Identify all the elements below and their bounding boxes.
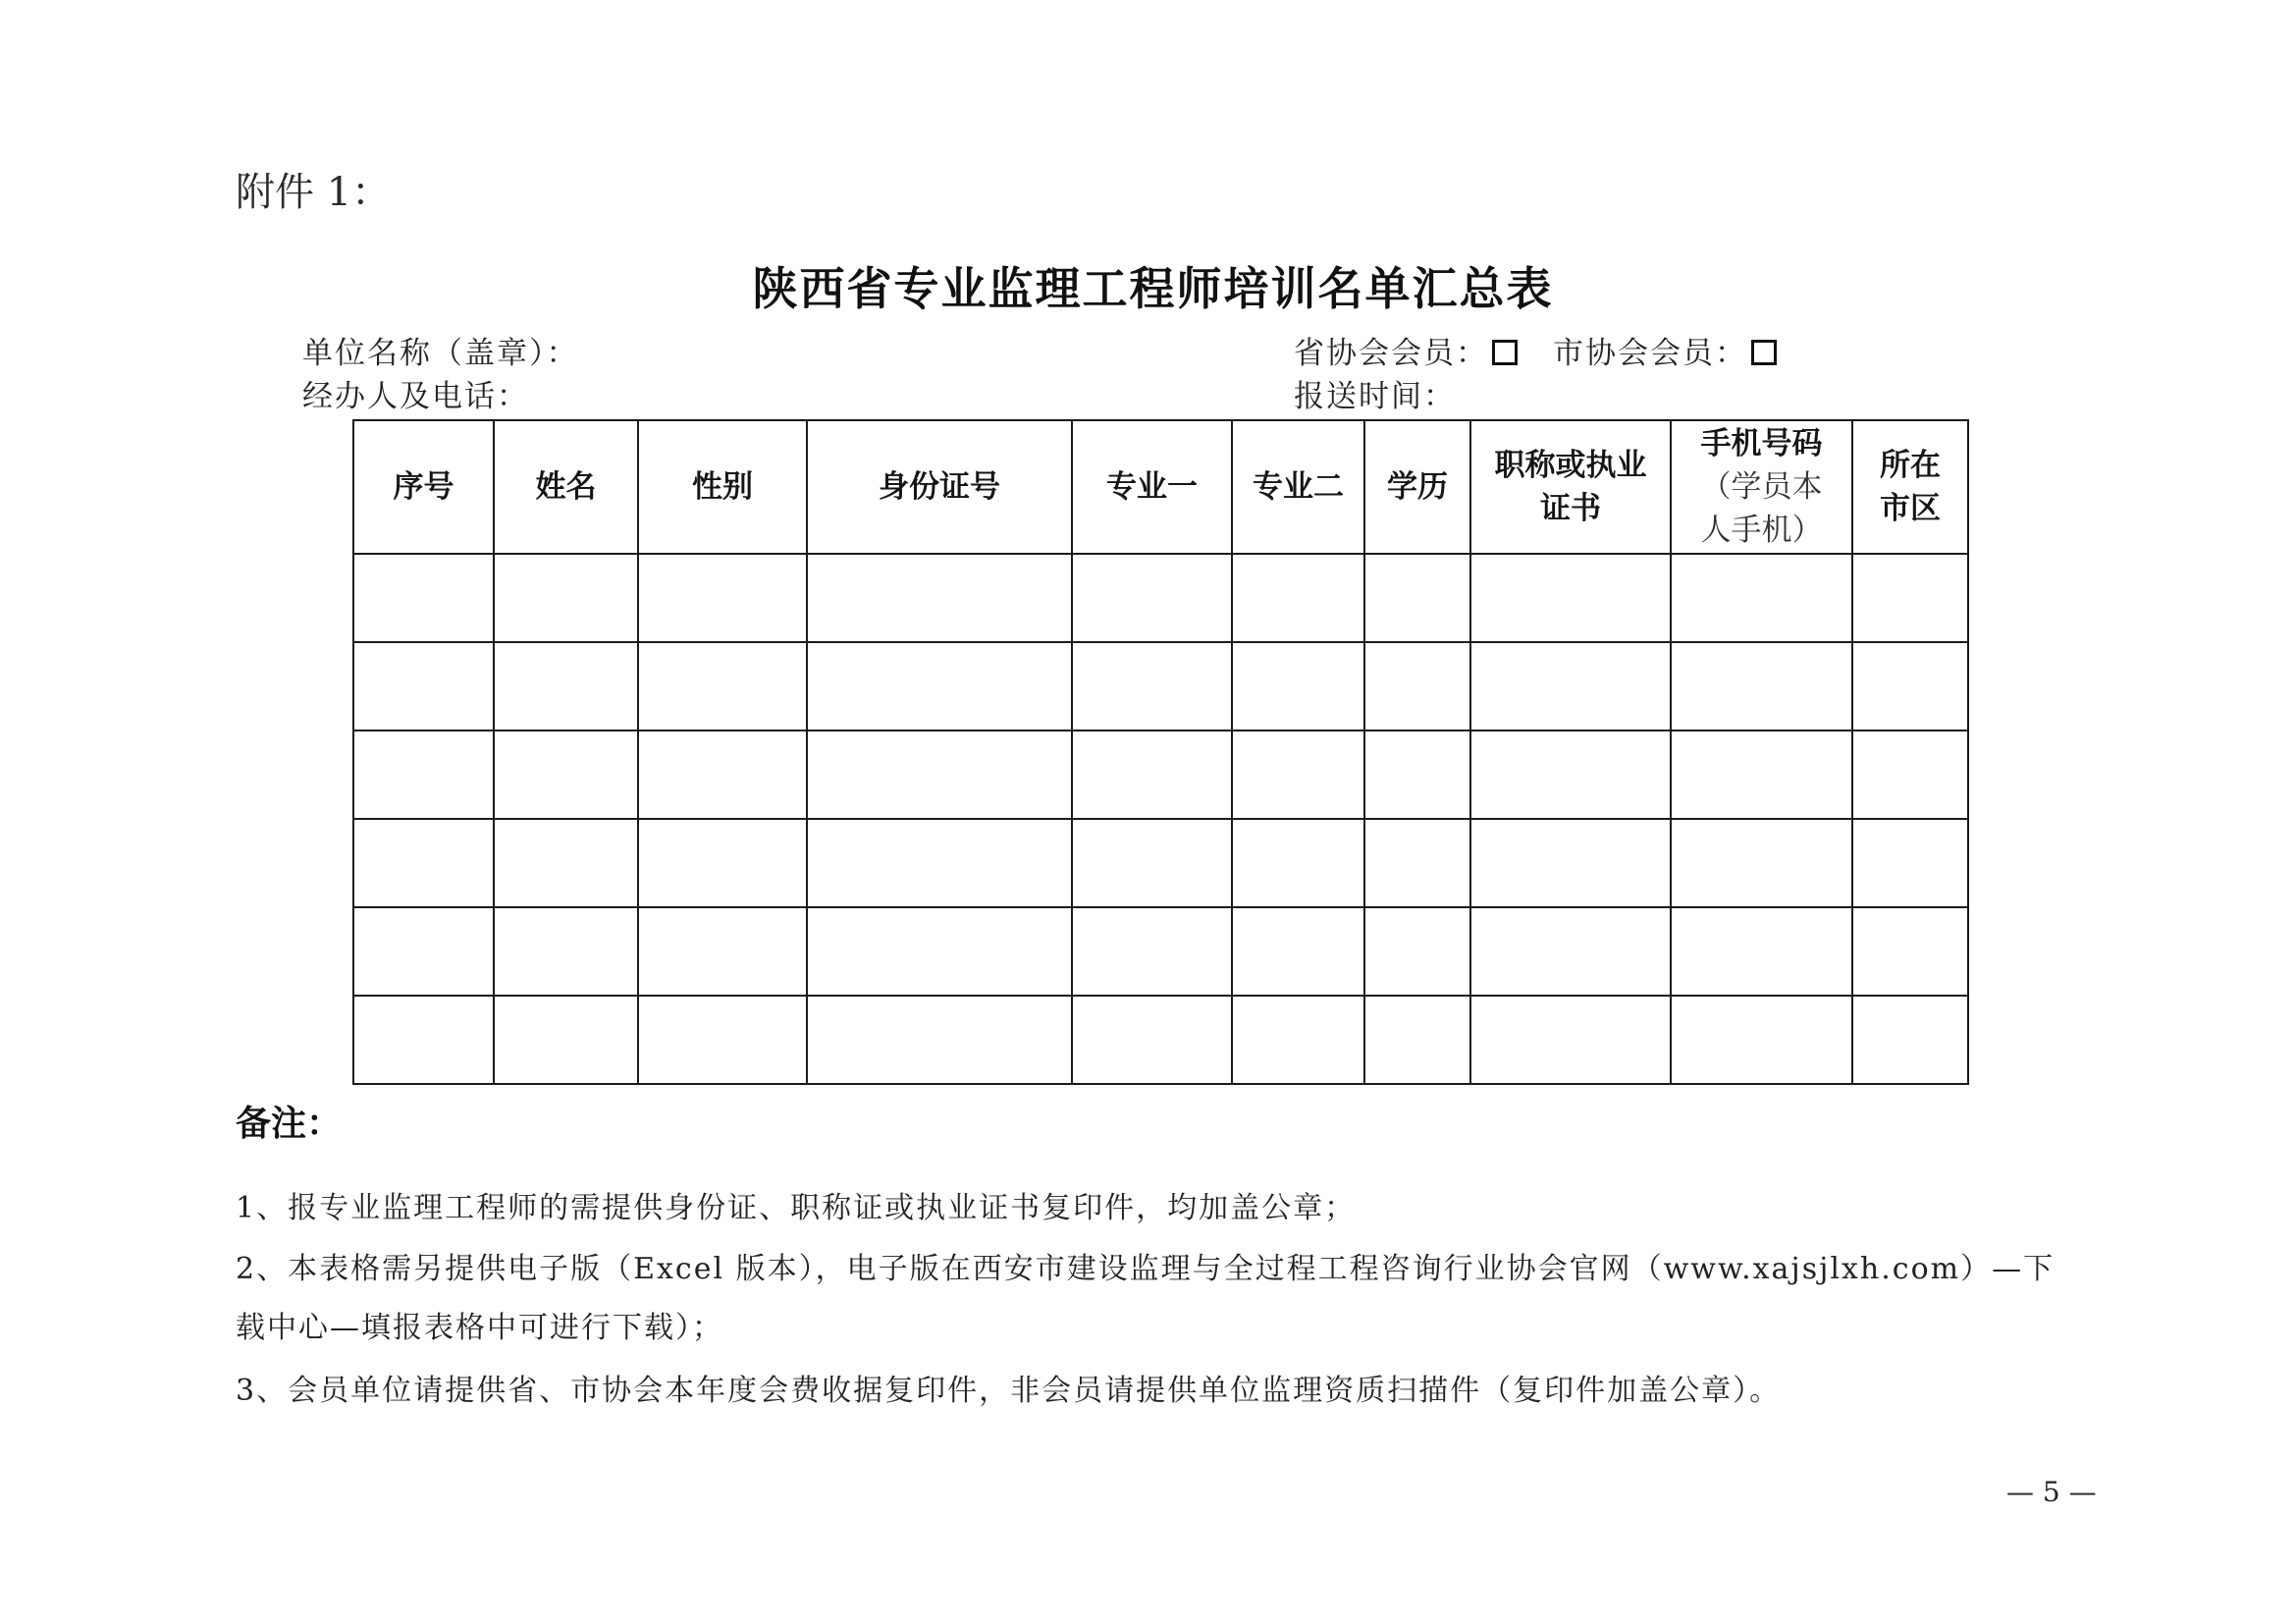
table-cell[interactable]	[353, 907, 494, 996]
column-header-major-two: 专业二	[1232, 420, 1364, 554]
table-cell[interactable]	[1671, 996, 1852, 1084]
table-cell[interactable]	[807, 996, 1072, 1084]
trainee-roster-table	[352, 419, 1969, 1085]
column-header-phone: 手机号码 （学员本 人手机）	[1671, 420, 1852, 554]
table-cell[interactable]	[1232, 996, 1364, 1084]
city-member-label: 市协会会员：	[1553, 336, 1747, 371]
table-cell[interactable]	[494, 819, 638, 907]
note-item-1: 1、报专业监理工程师的需提供身份证、职称证或执业证书复印件，均加盖公章；	[236, 1191, 1357, 1225]
unit-name-label: 单位名称（盖章）：	[302, 336, 579, 371]
column-header-title-certificate: 职称或执业 证书	[1470, 420, 1671, 554]
table-cell[interactable]	[1072, 642, 1232, 731]
table-cell[interactable]	[1072, 731, 1232, 819]
table-row	[353, 819, 1968, 907]
table-cell[interactable]	[1232, 731, 1364, 819]
table-cell[interactable]	[1072, 996, 1232, 1084]
table-cell[interactable]	[494, 554, 638, 642]
table-cell[interactable]	[353, 642, 494, 731]
table-cell[interactable]	[1852, 731, 1968, 819]
column-header-id-number: 身份证号	[807, 420, 1072, 554]
column-header-education: 学历	[1364, 420, 1470, 554]
table-cell[interactable]	[1671, 642, 1852, 731]
table-cell[interactable]	[638, 731, 807, 819]
table-cell[interactable]	[1072, 907, 1232, 996]
table-cell[interactable]	[494, 907, 638, 996]
table-cell[interactable]	[1364, 996, 1470, 1084]
table-cell[interactable]	[353, 731, 494, 819]
table-cell[interactable]	[807, 554, 1072, 642]
column-header-serial: 序号	[353, 420, 494, 554]
table-cell[interactable]	[807, 907, 1072, 996]
table-cell[interactable]	[1364, 554, 1470, 642]
table-cell[interactable]	[1232, 554, 1364, 642]
submit-time-label: 报送时间：	[1294, 379, 1456, 414]
table-cell[interactable]	[807, 819, 1072, 907]
column-header-name: 姓名	[494, 420, 638, 554]
table-cell[interactable]	[1671, 907, 1852, 996]
table-row	[353, 642, 1968, 731]
table-cell[interactable]	[638, 819, 807, 907]
attachment-label: 附件 1：	[236, 170, 392, 215]
table-cell[interactable]	[1852, 642, 1968, 731]
table-cell[interactable]	[1470, 554, 1671, 642]
table-cell[interactable]	[1470, 996, 1671, 1084]
table-cell[interactable]	[1671, 731, 1852, 819]
province-member-checkbox[interactable]	[1492, 340, 1518, 365]
table-cell[interactable]	[353, 819, 494, 907]
note-item-2-line-1: 2、本表格需另提供电子版（Excel 版本），电子版在西安市建设监理与全过程工程咨询行业协会官网（www.xajsjlxh.com）—下	[236, 1252, 2056, 1286]
membership-line	[1294, 332, 1777, 375]
table-cell[interactable]	[638, 642, 807, 731]
table-cell[interactable]	[1470, 642, 1671, 731]
table-cell[interactable]	[1364, 731, 1470, 819]
note-item-3: 3、会员单位请提供省、市协会本年度会费收据复印件，非会员请提供单位监理资质扫描件（复印件加盖公章）。	[236, 1374, 1782, 1408]
table-cell[interactable]	[1072, 819, 1232, 907]
document-title: 陕西省专业监理工程师培训名单汇总表	[752, 262, 1554, 315]
contact-label: 经办人及电话：	[302, 379, 529, 414]
table-cell[interactable]	[1852, 907, 1968, 996]
table-cell[interactable]	[638, 907, 807, 996]
table-cell[interactable]	[1470, 907, 1671, 996]
notes-heading: 备注：	[236, 1104, 343, 1144]
table-cell[interactable]	[1364, 907, 1470, 996]
table-row	[353, 996, 1968, 1084]
table-cell[interactable]	[807, 731, 1072, 819]
table-cell[interactable]	[494, 996, 638, 1084]
note-item-2-line-2: 载中心—填报表格中可进行下载）；	[236, 1311, 723, 1345]
table-cell[interactable]	[353, 554, 494, 642]
column-header-major-one: 专业一	[1072, 420, 1232, 554]
table-cell[interactable]	[1671, 554, 1852, 642]
table-cell[interactable]	[1364, 642, 1470, 731]
table-cell[interactable]	[638, 996, 807, 1084]
city-member-checkbox[interactable]	[1751, 340, 1777, 365]
table-cell[interactable]	[1852, 554, 1968, 642]
table-cell[interactable]	[353, 996, 494, 1084]
table-cell[interactable]	[1470, 731, 1671, 819]
table-cell[interactable]	[638, 554, 807, 642]
column-header-gender: 性别	[638, 420, 807, 554]
column-header-city-district: 所在 市区	[1852, 420, 1968, 554]
table-cell[interactable]	[1671, 819, 1852, 907]
table-cell[interactable]	[494, 642, 638, 731]
table-cell[interactable]	[807, 642, 1072, 731]
table-cell[interactable]	[1232, 819, 1364, 907]
page-number: — 5 —	[2006, 1476, 2097, 1508]
province-member-label: 省协会会员：	[1294, 336, 1488, 371]
table-cell[interactable]	[1072, 554, 1232, 642]
table-cell[interactable]	[494, 731, 638, 819]
table-cell[interactable]	[1232, 642, 1364, 731]
table-header-row	[353, 420, 1968, 554]
table-cell[interactable]	[1852, 819, 1968, 907]
table-row	[353, 554, 1968, 642]
table-cell[interactable]	[1470, 819, 1671, 907]
table-cell[interactable]	[1364, 819, 1470, 907]
table-cell[interactable]	[1232, 907, 1364, 996]
table-row	[353, 907, 1968, 996]
table-row	[353, 731, 1968, 819]
table-cell[interactable]	[1852, 996, 1968, 1084]
